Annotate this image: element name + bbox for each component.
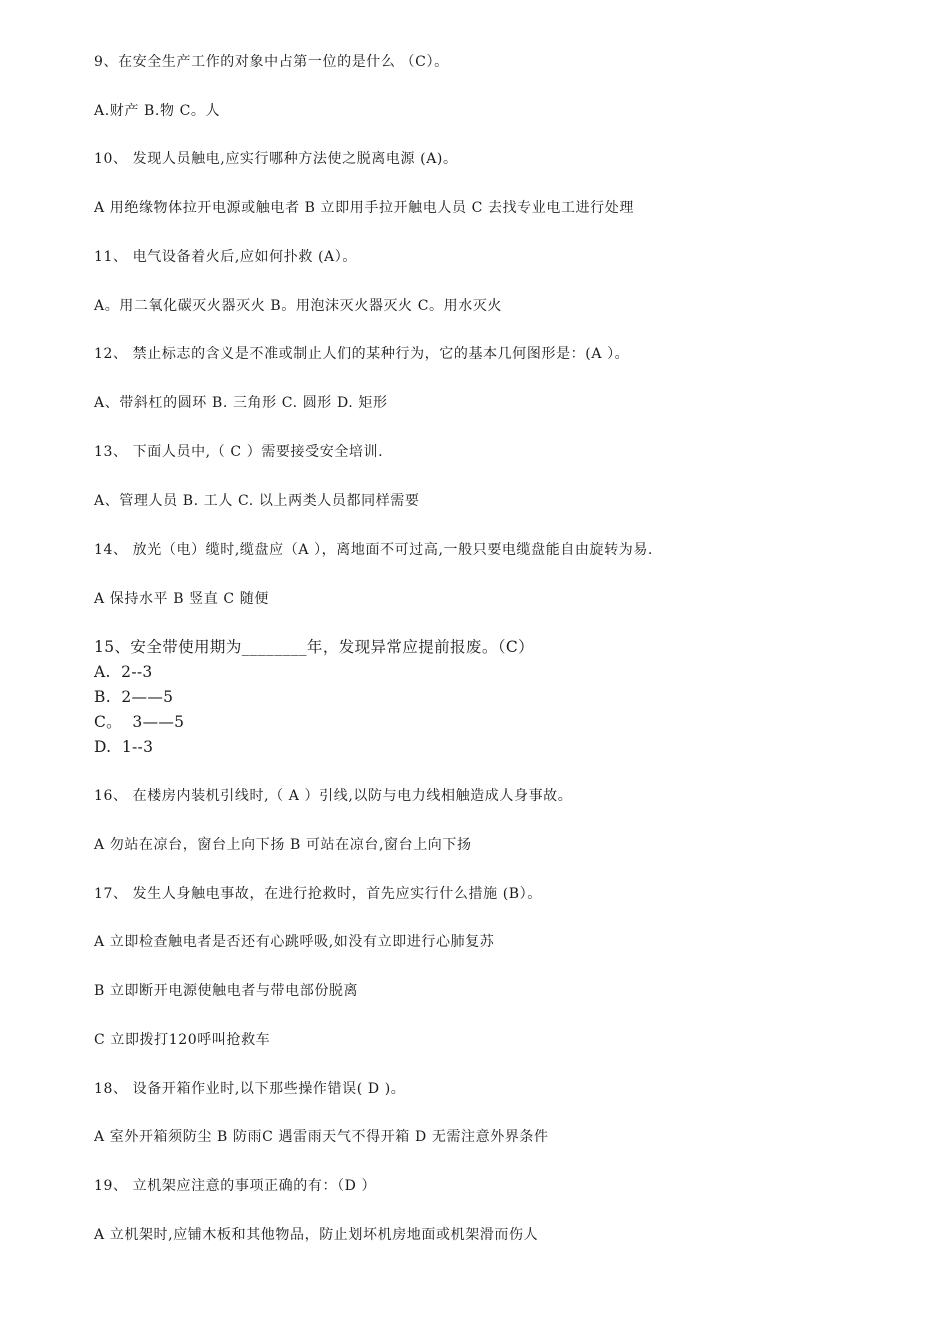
options-10: A 用绝缘物体拉开电源或触电者 B 立即用手拉开触电人员 C 去找专业电工进行处理: [94, 200, 634, 216]
question-9: 9、在安全生产工作的对象中占第一位的是什么 （C）。: [94, 54, 449, 70]
option-17-b: B 立即断开电源使触电者与带电部份脱离: [94, 983, 359, 999]
options-18: A 室外开箱须防尘 B 防雨C 遇雷雨天气不得开箱 D 无需注意外界条件: [94, 1129, 549, 1145]
option-15-b: B. 2——5: [94, 688, 174, 706]
option-19-a: A 立机架时,应铺木板和其他物品，防止划坏机房地面或机架滑而伤人: [94, 1227, 539, 1243]
option-15-c: C。 3——5: [94, 713, 185, 731]
question-13: 13、 下面人员中,（ C ）需要接受安全培训.: [94, 444, 384, 460]
question-19: 19、 立机架应注意的事项正确的有：（D ）: [94, 1178, 377, 1194]
options-14: A 保持水平 B 竖直 C 随便: [94, 591, 269, 607]
options-13: A、管理人员 B. 工人 C. 以上两类人员都同样需要: [94, 493, 420, 509]
options-16: A 勿站在凉台，窗台上向下扬 B 可站在凉台,窗台上向下扬: [94, 837, 472, 853]
question-16: 16、 在楼房内装机引线时,（ A ）引线,以防与电力线相触造成人身事故。: [94, 788, 573, 804]
option-17-a: A 立即检查触电者是否还有心跳呼吸,如没有立即进行心肺复苏: [94, 934, 495, 950]
question-14: 14、 放光（电）缆时,缆盘应（A ），离地面不可过高,一般只要电缆盘能自由旋转为易.: [94, 542, 653, 558]
option-17-c: C 立即拨打120呼叫抢救车: [94, 1032, 271, 1048]
question-12: 12、 禁止标志的含义是不准或制止人们的某种行为，它的基本几何图形是：(A ）。: [94, 346, 630, 362]
options-12: A、带斜杠的圆环 B. 三角形 C. 圆形 D. 矩形: [94, 395, 388, 411]
question-15: 15、安全带使用期为________年，发现异常应提前报废。（C）: [94, 638, 535, 656]
options-9: A.财产 B.物 C。人: [94, 103, 221, 119]
option-15-a: A. 2--3: [94, 663, 153, 681]
option-15-d: D. 1--3: [94, 738, 154, 756]
question-11: 11、 电气设备着火后,应如何扑救 (A）。: [94, 249, 357, 265]
question-17: 17、 发生人身触电事故，在进行抢救时，首先应实行什么措施 (B）。: [94, 886, 542, 902]
question-10: 10、 发现人员触电,应实行哪种方法使之脱离电源 (A)。: [94, 151, 458, 167]
options-11: A。用二氧化碳灭火器灭火 B。用泡沫灭火器灭火 C。用水灭火: [94, 298, 503, 314]
question-18: 18、 设备开箱作业时,以下那些操作错误( D )。: [94, 1081, 406, 1097]
